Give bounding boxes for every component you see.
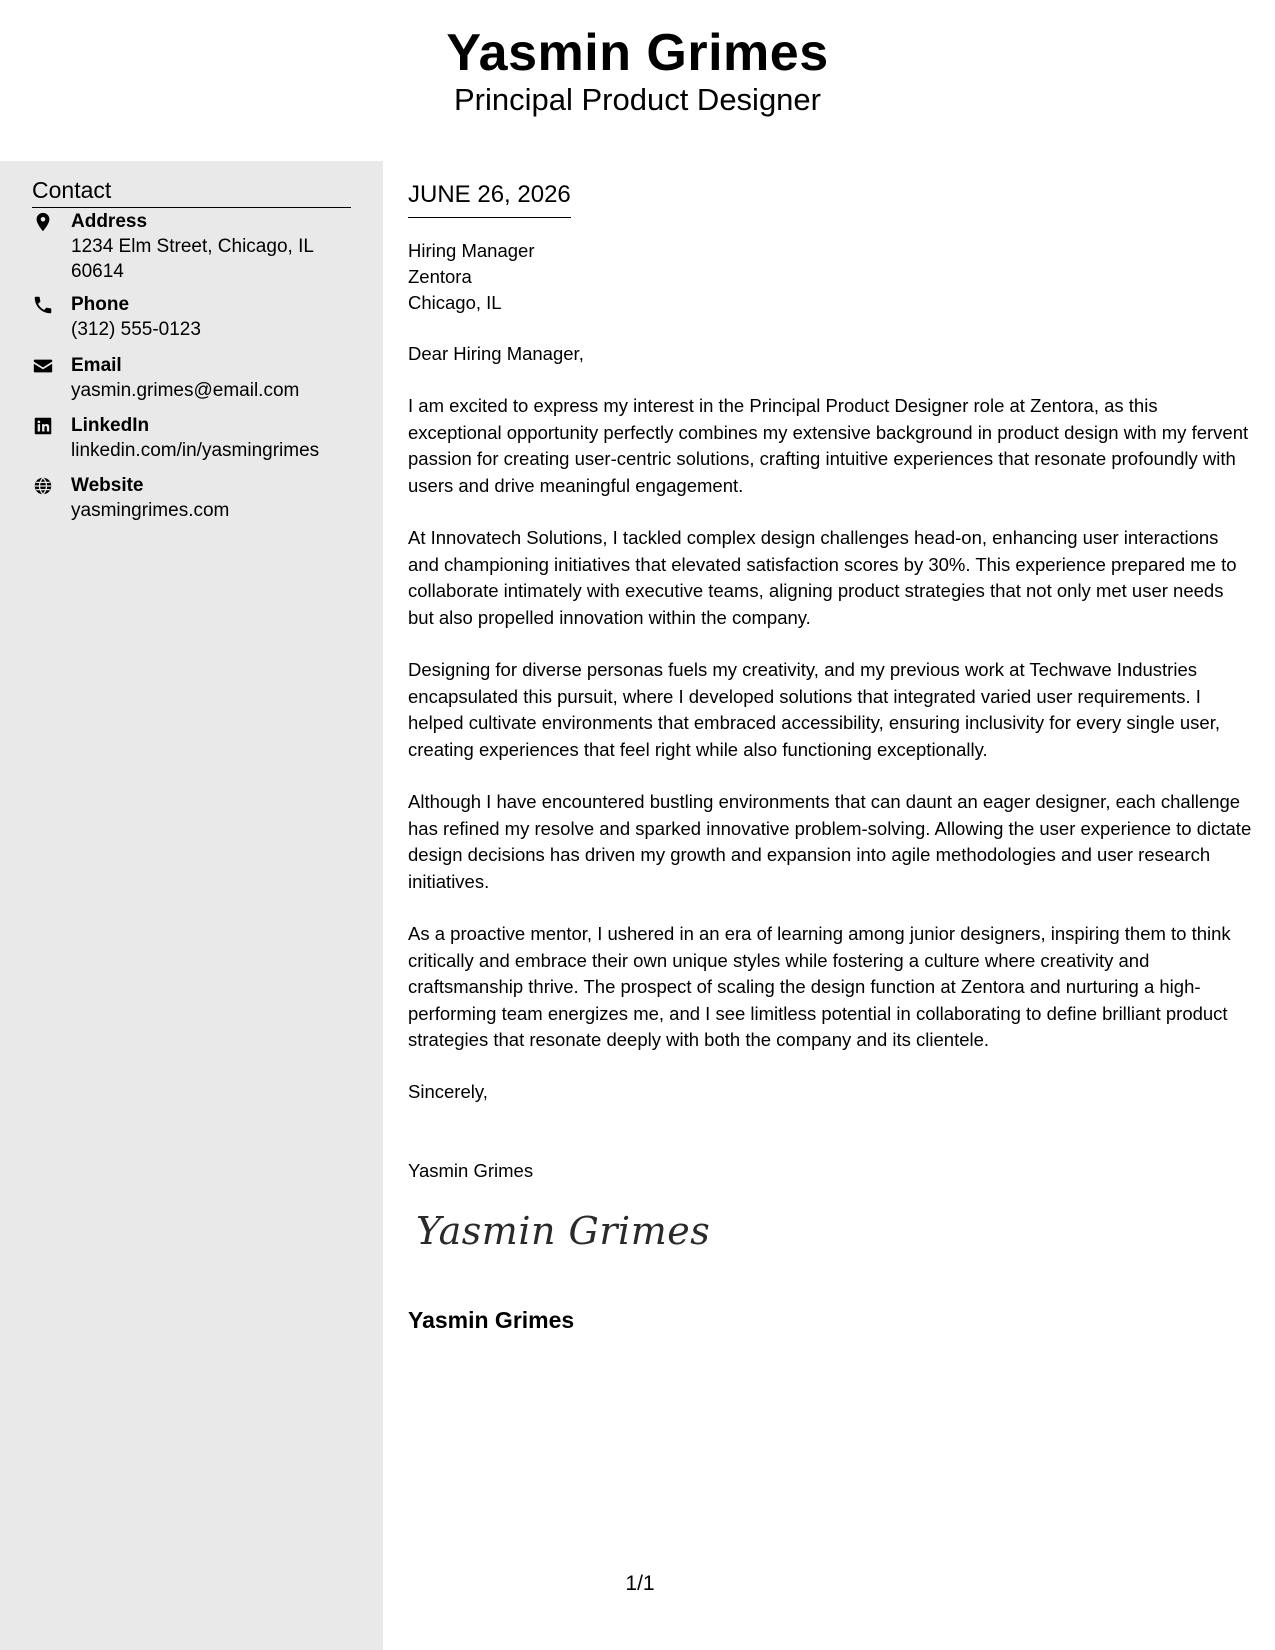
contact-label: LinkedIn <box>71 415 150 436</box>
address-value: 1234 Elm Street, Chicago, IL 60614 <box>71 236 314 282</box>
globe-icon <box>32 475 54 497</box>
phone-icon <box>32 294 54 316</box>
contact-label: Phone <box>71 294 130 315</box>
map-pin-icon <box>32 211 54 233</box>
paragraph: As a proactive mentor, I ushered in an era of learning among junior designers, inspiring them to think critically and embrace their own unique styles while fostering a culture where creativity and craftsmanship thrive. The prospect of scaling the design function at Zentora and nurturing a high-performing team energizes me, and I see limitless potential in collaborating to define brilliant product strategies that resonate deeply with both the company and its clientele. <box>408 923 1231 1050</box>
recipient-company: Zentora <box>408 266 472 287</box>
contact-label: Website <box>71 475 144 496</box>
phone-value: (312) 555-0123 <box>71 319 201 340</box>
applicant-name: Yasmin Grimes <box>446 24 829 82</box>
letter-header <box>0 0 1275 161</box>
signature-name: Yasmin Grimes <box>408 1307 575 1333</box>
linkedin-icon <box>32 415 54 437</box>
envelope-icon <box>32 355 54 377</box>
letter-date: JUNE 26, 2026 <box>408 179 571 218</box>
website-value: yasmingrimes.com <box>71 500 230 521</box>
contact-heading: Contact <box>32 175 351 208</box>
applicant-title: Principal Product Designer <box>453 82 821 117</box>
contact-sidebar <box>0 161 383 1650</box>
recipient-location: Chicago, IL <box>408 292 502 313</box>
paragraph: Designing for diverse personas fuels my creativity, and my previous work at Techwave Industries encapsulated this pursuit, where I developed solutions that integrated varied user requirements. I helped cultivate environments that embraced accessibility, ensuring inclusivity for every single user, creating experiences that feel right while also functioning exceptionally. <box>408 659 1220 760</box>
paragraph: At Innovatech Solutions, I tackled complex design challenges head-on, enhancing user interactions and championing initiatives that elevated satisfaction scores by 30%. This experience prepared me to collaborate intimately with executive teams, aligning product strategies that not only met user needs but also propelled innovation within the company. <box>408 527 1237 628</box>
paragraph: Although I have encountered bustling environments that can daunt an eager designer, each challenge has refined my resolve and sparked innovative problem-solving. Allowing the user experience to dictate design decisions has driven my growth and expansion into agile methodologies and user research initiatives. <box>408 791 1252 892</box>
contact-label: Email <box>71 355 122 376</box>
paragraph: I am excited to express my interest in the Principal Product Designer role at Zentora, as this exceptional opportunity perfectly combines my extensive background in product design with my fervent passion for creating user-centric solutions, crafting intuitive experiences that resonate profoundly with users and drive meaningful engagement. <box>408 395 1249 496</box>
closing-name: Yasmin Grimes <box>408 1160 534 1181</box>
linkedin-value: linkedin.com/in/yasmingrimes <box>71 440 320 461</box>
contact-label: Address <box>71 211 148 232</box>
email-value: yasmin.grimes@email.com <box>71 380 300 401</box>
closing: Sincerely, <box>408 1081 488 1102</box>
recipient-line: Hiring Manager <box>408 240 535 261</box>
salutation: Dear Hiring Manager, <box>408 343 584 364</box>
page-number: 1/1 <box>625 1572 655 1595</box>
handwritten-signature: Yasmin Grimes <box>416 1209 711 1253</box>
